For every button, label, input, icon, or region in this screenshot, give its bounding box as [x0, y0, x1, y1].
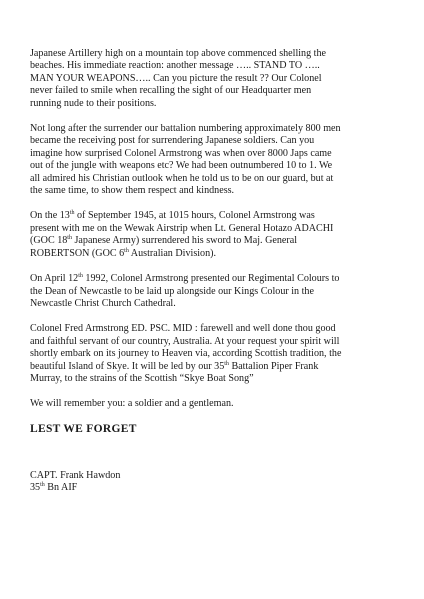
text-line: Japanese Artillery high on a mountain top above commenced shelling the [30, 48, 327, 59]
text-line: Murray, to the strains of the Scottish “Skye Boat Song” [30, 372, 254, 384]
text-line: MAN YOUR WEAPONS….. Can you picture the result ?? Our Colonel [30, 72, 322, 84]
paragraph-surrender [30, 123, 400, 197]
text-line: shortly embark on its journey to Heaven via, according Scottish tradition, the [30, 348, 342, 360]
text-run: (GOC 18 [30, 235, 68, 247]
text-line: running nude to their positions. [30, 97, 157, 109]
paragraph-wewak-airstrip [30, 210, 400, 260]
text-line: Newcastle Christ Church Cathedral. [30, 297, 176, 309]
ordinal-suffix: th [124, 247, 129, 254]
text-run: of September 1945, at 1015 hours, Colonel Armstrong was [74, 210, 315, 222]
paragraph-artillery [30, 48, 400, 110]
ordinal-suffix: th [78, 273, 83, 280]
text-line: Not long after the surrender our battalion numbering approximately 800 men [30, 123, 341, 135]
text-line: and faithful servant of our country, Australia. At your request your spirit will [30, 335, 340, 347]
text-run: On April 12 [30, 273, 79, 285]
paragraph-farewell [30, 323, 400, 385]
text-run: ROBERTSON (GOC 6 [30, 247, 125, 259]
text-line: all admired his Christian outlook when he told us to be on our guard, but at [30, 172, 334, 184]
letter-body [30, 48, 400, 435]
signatory-unit [30, 482, 77, 493]
paragraph-remembrance [30, 398, 400, 410]
text-run: On the 13 [30, 210, 70, 222]
text-line: beaches. His immediate reaction: another message ….. STAND TO ….. [30, 60, 320, 72]
text-line: imagine how surprised Colonel Armstrong was when over 8000 Japs came [30, 147, 332, 159]
text-line: present with me on the Wewak Airstrip when Lt. General Hotazo ADACHI [30, 222, 334, 234]
text-line: became the receiving post for surrendering Japanese soldiers. Can you [30, 135, 315, 147]
ordinal-suffix: th [224, 360, 229, 367]
text-line: out of the jungle with weapons etc? We had been outnumbered 10 to 1. We [30, 160, 333, 172]
text-run: Bn AIF [44, 482, 78, 494]
ordinal-suffix: th [40, 482, 45, 489]
text-run: Japanese Army) surrendered his sword to Maj. General [71, 235, 298, 247]
lest-we-forget-heading: LEST WE FORGET [30, 422, 137, 435]
text-line: the Dean of Newcastle to be laid up alongside our Kings Colour in the [30, 285, 314, 297]
signature-block [30, 470, 120, 495]
text-run: Battalion Piper Frank [228, 360, 319, 372]
paragraph-regimental-colours [30, 273, 400, 310]
text-run: Australian Division). [128, 247, 217, 259]
text-line: We will remember you: a soldier and a gentleman. [30, 398, 234, 410]
text-line: the same time, to show them respect and kindness. [30, 185, 235, 197]
text-run: 35 [30, 482, 41, 494]
text-run: beautiful Island of Skye. It will be led by our 35 [30, 360, 225, 372]
signatory-name: CAPT. Frank Hawdon [30, 470, 121, 481]
text-run: 1992, Colonel Armstrong presented our Regimental Colours to [82, 273, 340, 285]
text-line: Colonel Fred Armstrong ED. PSC. MID : farewell and well done thou good [30, 323, 336, 335]
ordinal-suffix: th [67, 235, 72, 242]
ordinal-suffix: th [69, 210, 75, 217]
text-line: never failed to smile when recalling the sight of our Headquarter men [30, 85, 312, 97]
